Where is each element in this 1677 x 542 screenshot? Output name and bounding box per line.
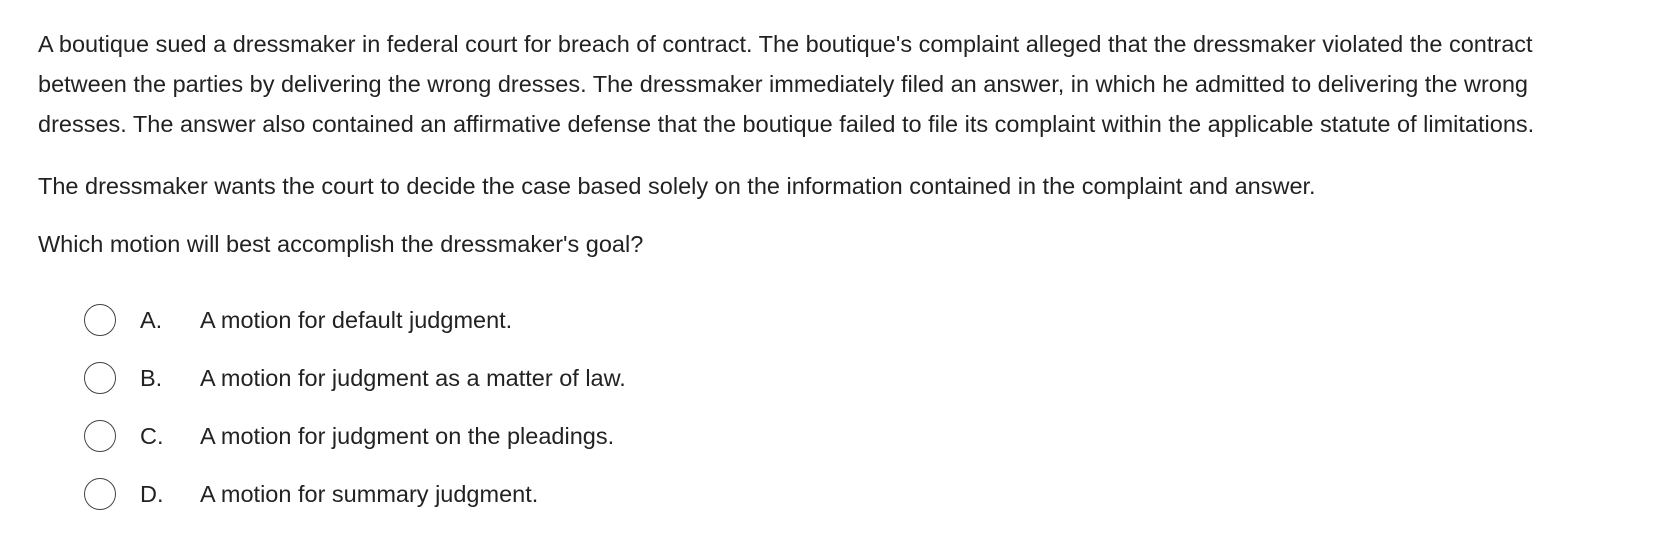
radio-button-b[interactable] [84, 362, 116, 394]
question-prompt: Which motion will best accomplish the dressmaker's goal? [38, 231, 644, 257]
choice-letter: A. [140, 307, 163, 333]
answer-choice-c[interactable] [82, 416, 982, 456]
question-context: The dressmaker wants the court to decide the case based solely on the information contained in the complaint and answer. [38, 173, 1316, 199]
answer-choice-d[interactable] [82, 474, 982, 514]
choice-text: A motion for default judgment. [200, 307, 513, 333]
answer-choice-b[interactable] [82, 358, 982, 398]
choice-letter: D. [140, 481, 164, 507]
stem-line: between the parties by delivering the wrong dresses. The dressmaker immediately filed an answer, in which he admitted to delivering the wrong [38, 71, 1528, 97]
stem-line: A boutique sued a dressmaker in federal court for breach of contract. The boutique's complaint alleged that the dressmaker violated the contract [38, 31, 1533, 57]
answer-choice-a[interactable] [82, 300, 982, 340]
radio-button-d[interactable] [84, 478, 116, 510]
choice-letter: B. [140, 365, 163, 391]
choice-text: A motion for judgment as a matter of law. [200, 365, 626, 391]
question-stem [38, 24, 1677, 144]
choice-text: A motion for judgment on the pleadings. [200, 423, 615, 449]
radio-button-c[interactable] [84, 420, 116, 452]
radio-button-a[interactable] [84, 304, 116, 336]
choice-text: A motion for summary judgment. [200, 481, 539, 507]
choice-letter: C. [140, 423, 164, 449]
stem-line: dresses. The answer also contained an affirmative defense that the boutique failed to file its complaint within the applicable statute of limitations. [38, 111, 1535, 137]
